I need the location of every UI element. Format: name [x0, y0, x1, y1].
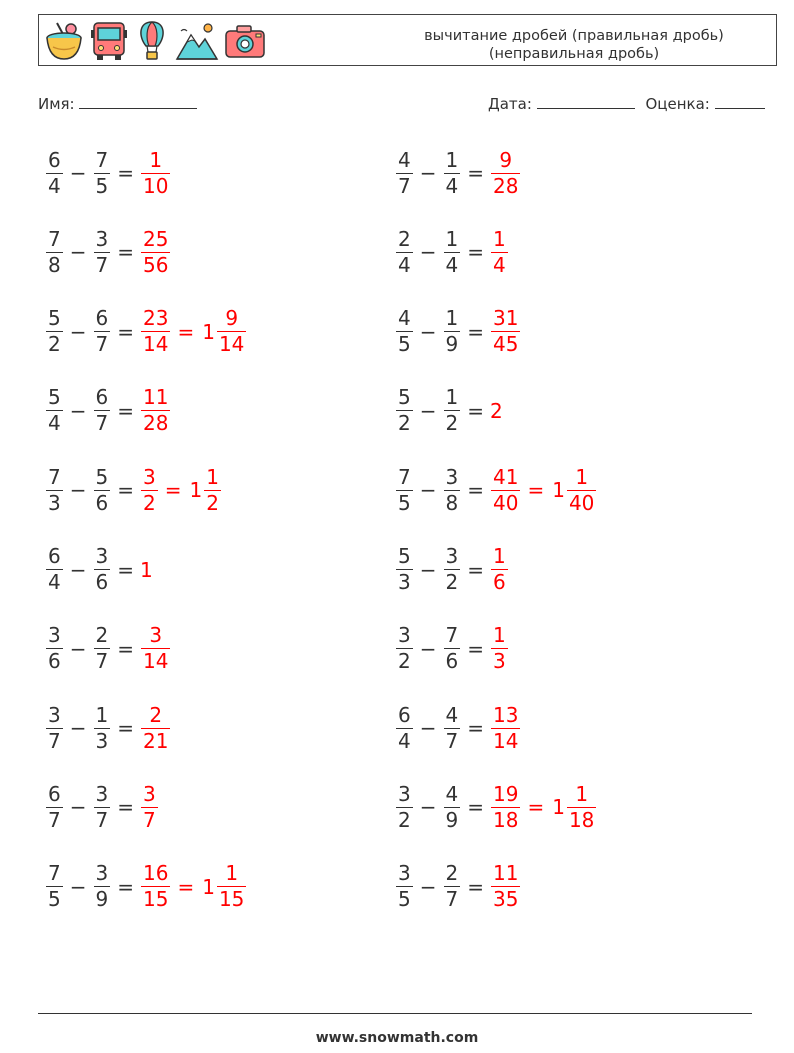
equals-sign: =	[117, 874, 134, 899]
operand-2-fraction	[94, 861, 111, 912]
equals-sign: =	[467, 716, 484, 741]
mixed-fraction-denominator: 18	[568, 807, 595, 832]
operand-1-fraction-denominator: 2	[398, 411, 411, 436]
operand-1-fraction	[46, 861, 63, 912]
operand-2-fraction-numerator: 3	[95, 226, 109, 251]
minus-sign: −	[419, 557, 437, 582]
answer-fraction	[141, 782, 158, 833]
answer-fraction-numerator: 41	[493, 464, 519, 489]
answer-fraction-denominator: 18	[493, 807, 519, 832]
answer-fraction	[141, 623, 170, 674]
equals-sign: =	[117, 716, 134, 741]
operand-2-fraction-denominator: 3	[95, 728, 109, 753]
operand-2-fraction-denominator: 6	[445, 649, 459, 674]
answer-fraction-numerator: 3	[143, 781, 156, 806]
mixed-fraction-denominator: 14	[218, 332, 245, 357]
operand-1-fraction-numerator: 3	[398, 861, 411, 886]
operand-1-fraction-denominator: 4	[398, 252, 411, 277]
answer-fraction	[141, 306, 170, 357]
mixed-whole: 1	[202, 319, 215, 344]
date-grade-fields	[488, 95, 765, 113]
date-line[interactable]	[537, 95, 635, 109]
operand-1-fraction	[396, 227, 413, 278]
operand-1-fraction-denominator: 5	[48, 887, 61, 912]
answer-equals-sign: =	[177, 874, 195, 899]
operand-2-fraction-denominator: 4	[445, 173, 459, 198]
operand-2-fraction	[444, 703, 461, 754]
equals-sign: =	[117, 398, 134, 423]
title-line-2: (неправильная дробь)	[488, 46, 660, 62]
mixed-fraction	[204, 465, 221, 516]
operand-2-fraction-denominator: 5	[95, 173, 109, 198]
operand-2-fraction	[444, 623, 461, 674]
operand-2-fraction-denominator: 2	[445, 570, 459, 594]
worksheet-header	[38, 14, 777, 66]
grade-label: Оценка:	[645, 95, 710, 113]
operand-1-fraction-numerator: 7	[48, 464, 61, 489]
operand-2-fraction-numerator: 2	[445, 861, 459, 886]
operand-1-fraction	[46, 703, 63, 754]
operand-1-fraction	[396, 544, 413, 595]
problem-row	[395, 300, 521, 364]
equals-sign: =	[467, 161, 484, 185]
answer-fraction-numerator: 1	[149, 147, 163, 172]
answer-fraction-denominator: 35	[493, 887, 519, 912]
answer-fraction	[141, 385, 170, 436]
equals-sign: =	[117, 478, 134, 503]
operand-1-fraction-numerator: 3	[398, 781, 411, 806]
minus-sign: −	[419, 240, 437, 265]
answer-whole: 1	[140, 557, 153, 582]
problem-row	[45, 538, 153, 602]
equals-sign: =	[117, 319, 134, 344]
answer-fraction-denominator: 21	[143, 728, 169, 753]
operand-1-fraction-denominator: 5	[398, 490, 411, 515]
problem-row	[45, 696, 171, 760]
operand-2-fraction-denominator: 7	[95, 807, 109, 832]
equals-sign: =	[117, 557, 134, 582]
answer-fraction-numerator: 2	[149, 702, 163, 727]
answer-fraction-denominator: 56	[143, 252, 169, 277]
answer-fraction-denominator: 3	[493, 649, 506, 674]
operand-1-fraction-numerator: 3	[48, 702, 61, 727]
mixed-fraction-denominator: 40	[568, 490, 595, 515]
operand-2-fraction-numerator: 3	[95, 861, 109, 886]
minus-sign: −	[419, 874, 437, 899]
operand-2-fraction-denominator: 7	[95, 411, 109, 436]
operand-1-fraction	[396, 861, 413, 912]
operand-2-fraction-numerator: 3	[445, 464, 459, 489]
equals-sign: =	[117, 240, 134, 265]
operand-1-fraction-denominator: 2	[48, 332, 61, 357]
answer-fraction	[491, 544, 508, 595]
answer-equals-sign: =	[527, 478, 545, 503]
operand-2-fraction	[444, 306, 461, 357]
minus-sign: −	[419, 161, 437, 185]
minus-sign: −	[419, 716, 437, 741]
answer-fraction-numerator: 11	[493, 861, 519, 886]
operand-2-fraction-numerator: 4	[445, 702, 459, 727]
answer-fraction-numerator: 3	[143, 464, 156, 489]
answer-fraction	[141, 148, 170, 199]
operand-1-fraction-numerator: 5	[48, 306, 61, 331]
mixed-whole: 1	[552, 478, 565, 503]
operand-1-fraction-denominator: 7	[398, 173, 411, 198]
operand-2-fraction	[444, 385, 461, 436]
answer-equals-sign: =	[164, 478, 182, 503]
minus-sign: −	[69, 478, 87, 503]
operand-2-fraction	[444, 861, 461, 912]
minus-sign: −	[69, 557, 87, 582]
operand-1-fraction	[46, 306, 63, 357]
minus-sign: −	[419, 795, 437, 820]
problem-row	[45, 220, 171, 284]
answer-fraction-denominator: 40	[493, 490, 519, 515]
operand-2-fraction	[94, 227, 111, 278]
operand-2-fraction-numerator: 1	[445, 385, 459, 410]
operand-1-fraction	[396, 782, 413, 833]
operand-2-fraction-numerator: 7	[95, 147, 109, 172]
operand-2-fraction-denominator: 7	[95, 649, 109, 674]
operand-1-fraction-numerator: 2	[398, 226, 411, 251]
hot-air-balloon-icon	[133, 19, 171, 63]
operand-1-fraction	[396, 465, 413, 516]
operand-1-fraction-denominator: 8	[48, 252, 61, 277]
operand-1-fraction	[46, 227, 63, 278]
mixed-whole: 1	[202, 874, 215, 899]
operand-2-fraction-numerator: 4	[445, 781, 459, 806]
answer-fraction-numerator: 25	[143, 226, 169, 251]
mixed-fraction	[217, 861, 246, 912]
problem-row	[395, 855, 521, 919]
operand-1-fraction-numerator: 4	[398, 147, 411, 172]
operand-1-fraction	[396, 623, 413, 674]
operand-2-fraction	[444, 782, 461, 833]
answer-equals-sign: =	[177, 319, 195, 344]
mixed-fraction	[567, 465, 596, 516]
equals-sign: =	[467, 557, 484, 582]
answer-fraction-denominator: 28	[493, 173, 519, 198]
answer-fraction	[141, 227, 170, 278]
operand-1-fraction-numerator: 5	[398, 544, 411, 568]
problem-row	[45, 775, 159, 839]
operand-2-fraction-numerator: 3	[445, 544, 459, 568]
answer-fraction	[491, 623, 508, 674]
equals-sign: =	[467, 319, 484, 344]
operand-1-fraction-denominator: 2	[398, 807, 411, 832]
minus-sign: −	[69, 240, 87, 265]
operand-2-fraction	[444, 465, 461, 516]
operand-2-fraction-numerator: 5	[95, 464, 109, 489]
answer-fraction-denominator: 14	[143, 649, 169, 674]
header-icons	[43, 19, 267, 63]
operand-2-fraction	[94, 623, 111, 674]
mixed-fraction-numerator: 1	[225, 861, 239, 886]
operand-2-fraction-denominator: 9	[95, 887, 109, 912]
mixed-whole: 1	[552, 795, 565, 820]
operand-1-fraction-denominator: 7	[48, 728, 61, 753]
answer-fraction-denominator: 28	[143, 411, 169, 436]
answer-fraction	[491, 465, 520, 516]
operand-2-fraction	[94, 385, 111, 436]
date-label: Дата:	[488, 95, 532, 113]
worksheet-title	[394, 27, 754, 63]
operand-1-fraction	[46, 544, 63, 595]
minus-sign: −	[69, 795, 87, 820]
operand-2-fraction-numerator: 3	[95, 781, 109, 806]
title-line-1: вычитание дробей (правильная дробь)	[424, 28, 724, 44]
name-field	[38, 95, 197, 113]
mixed-fraction	[567, 782, 596, 833]
operand-2-fraction-numerator: 1	[445, 147, 459, 172]
answer-fraction-denominator: 10	[143, 173, 169, 198]
minus-sign: −	[419, 398, 437, 423]
answer-fraction-numerator: 1	[493, 226, 506, 251]
operand-2-fraction-denominator: 7	[95, 332, 109, 357]
equals-sign: =	[467, 636, 484, 661]
operand-2-fraction-denominator: 9	[445, 807, 459, 832]
answer-fraction-denominator: 6	[493, 570, 506, 594]
minus-sign: −	[69, 161, 87, 185]
problem-row	[45, 300, 247, 364]
answer-fraction-numerator: 19	[493, 781, 519, 806]
operand-2-fraction	[94, 306, 111, 357]
mixed-fraction	[217, 306, 246, 357]
operand-2-fraction-denominator: 4	[445, 252, 459, 277]
operand-2-fraction-numerator: 7	[445, 623, 459, 648]
answer-fraction-numerator: 13	[493, 702, 519, 727]
minus-sign: −	[69, 398, 87, 423]
operand-2-fraction	[94, 782, 111, 833]
operand-1-fraction	[46, 782, 63, 833]
mountains-icon	[175, 19, 219, 63]
operand-1-fraction-numerator: 6	[48, 544, 61, 568]
answer-fraction	[491, 782, 520, 833]
answer-fraction	[141, 465, 158, 516]
operand-1-fraction-numerator: 5	[398, 385, 411, 410]
operand-2-fraction	[94, 544, 111, 595]
operand-1-fraction-denominator: 5	[398, 332, 411, 357]
answer-fraction-numerator: 16	[143, 861, 169, 886]
operand-2-fraction-denominator: 6	[95, 490, 109, 515]
equals-sign: =	[467, 795, 484, 820]
operand-2-fraction	[444, 544, 461, 595]
mixed-whole: 1	[189, 478, 203, 503]
equals-sign: =	[467, 398, 484, 423]
answer-fraction-numerator: 9	[499, 147, 513, 172]
operand-1-fraction	[46, 623, 63, 674]
answer-whole: 2	[490, 398, 503, 423]
minus-sign: −	[69, 319, 87, 344]
operand-2-fraction-numerator: 1	[445, 226, 459, 251]
problem-row	[45, 379, 171, 443]
problem-row	[45, 855, 247, 919]
operand-1-fraction-denominator: 4	[48, 570, 61, 594]
operand-2-fraction-numerator: 1	[95, 702, 109, 727]
answer-fraction	[491, 306, 520, 357]
answer-fraction-numerator: 3	[149, 623, 163, 648]
operand-2-fraction-denominator: 8	[445, 490, 459, 515]
equals-sign: =	[467, 478, 484, 503]
operand-2-fraction-denominator: 2	[445, 411, 459, 436]
answer-fraction	[491, 861, 520, 912]
answer-fraction	[141, 861, 170, 912]
problem-row	[395, 458, 597, 522]
camera-icon	[223, 19, 267, 63]
mixed-fraction-denominator: 15	[218, 887, 245, 912]
answer-fraction-numerator: 31	[493, 306, 519, 331]
operand-2-fraction-numerator: 2	[95, 623, 109, 648]
problem-row	[45, 458, 222, 522]
problem-row	[395, 696, 521, 760]
operand-1-fraction-numerator: 4	[398, 306, 411, 331]
problem-row	[45, 141, 171, 205]
answer-fraction-denominator: 7	[143, 807, 156, 832]
footer-divider	[38, 1013, 752, 1014]
answer-fraction-denominator: 2	[143, 490, 156, 515]
answer-fraction-numerator: 1	[493, 544, 506, 568]
operand-1-fraction	[396, 148, 413, 199]
operand-2-fraction	[94, 703, 111, 754]
grade-line[interactable]	[715, 95, 765, 109]
operand-1-fraction-numerator: 7	[48, 226, 61, 251]
operand-1-fraction	[46, 465, 63, 516]
answer-equals-sign: =	[527, 795, 545, 820]
equals-sign: =	[117, 161, 134, 185]
operand-2-fraction-denominator: 6	[95, 570, 109, 594]
answer-fraction	[491, 148, 520, 199]
operand-1-fraction-numerator: 7	[398, 464, 411, 489]
answer-fraction	[141, 703, 170, 754]
operand-1-fraction	[46, 148, 63, 199]
operand-2-fraction-denominator: 7	[445, 728, 459, 753]
operand-2-fraction-numerator: 6	[95, 385, 109, 410]
operand-1-fraction-denominator: 4	[48, 173, 61, 198]
answer-fraction-denominator: 15	[143, 887, 169, 912]
equals-sign: =	[467, 240, 484, 265]
equals-sign: =	[467, 874, 484, 899]
operand-2-fraction	[94, 148, 111, 199]
operand-1-fraction	[396, 385, 413, 436]
mixed-fraction-denominator: 2	[206, 490, 219, 515]
operand-1-fraction-numerator: 6	[48, 781, 61, 806]
equals-sign: =	[117, 795, 134, 820]
minus-sign: −	[419, 478, 437, 503]
operand-1-fraction-numerator: 3	[398, 623, 411, 648]
minus-sign: −	[419, 636, 437, 661]
problem-row	[45, 617, 171, 681]
operand-2-fraction	[444, 148, 461, 199]
problem-row	[395, 617, 509, 681]
problem-row	[395, 220, 509, 284]
operand-1-fraction-numerator: 3	[48, 623, 61, 648]
operand-2-fraction	[444, 227, 461, 278]
mixed-fraction-numerator: 9	[225, 306, 239, 331]
mixed-fraction-numerator: 1	[575, 781, 589, 806]
operand-2-fraction-denominator: 9	[445, 332, 459, 357]
answer-fraction-denominator: 14	[143, 332, 169, 357]
operand-1-fraction	[396, 703, 413, 754]
operand-1-fraction-denominator: 2	[398, 649, 411, 674]
equals-sign: =	[117, 636, 134, 661]
operand-2-fraction-numerator: 3	[95, 544, 109, 568]
operand-1-fraction-denominator: 6	[48, 649, 61, 674]
answer-fraction-numerator: 23	[143, 306, 169, 331]
operand-1-fraction-denominator: 4	[48, 411, 61, 436]
operand-1-fraction-denominator: 4	[398, 728, 411, 753]
answer-fraction-denominator: 45	[493, 332, 519, 357]
minus-sign: −	[69, 716, 87, 741]
operand-1-fraction-denominator: 3	[48, 490, 61, 515]
operand-1-fraction-numerator: 7	[48, 861, 61, 886]
footer-url: www.snowmath.com	[315, 1030, 479, 1046]
minus-sign: −	[419, 319, 437, 344]
mixed-fraction-numerator: 1	[206, 464, 219, 489]
operand-1-fraction-numerator: 6	[48, 147, 61, 172]
mixed-fraction-numerator: 1	[575, 464, 589, 489]
problem-row	[395, 141, 521, 205]
coconut-drink-icon	[43, 19, 85, 63]
problem-row	[395, 538, 509, 602]
name-label: Имя:	[38, 95, 75, 113]
operand-2-fraction-numerator: 1	[445, 306, 459, 331]
operand-1-fraction	[46, 385, 63, 436]
answer-fraction	[491, 227, 508, 278]
operand-2-fraction-numerator: 6	[95, 306, 109, 331]
answer-fraction	[491, 703, 520, 754]
operand-1-fraction-numerator: 6	[398, 702, 411, 727]
operand-2-fraction	[94, 465, 111, 516]
operand-2-fraction-denominator: 7	[445, 887, 459, 912]
name-line[interactable]	[79, 95, 197, 109]
operand-1-fraction-denominator: 3	[398, 570, 411, 594]
answer-fraction-numerator: 11	[143, 385, 169, 410]
operand-1-fraction-denominator: 7	[48, 807, 61, 832]
problem-row	[395, 379, 503, 443]
operand-1-fraction	[396, 306, 413, 357]
answer-fraction-denominator: 14	[493, 728, 519, 753]
answer-fraction-numerator: 1	[493, 623, 506, 648]
problem-row	[395, 775, 597, 839]
operand-1-fraction-numerator: 5	[48, 385, 61, 410]
answer-fraction-denominator: 4	[493, 252, 506, 277]
minus-sign: −	[69, 636, 87, 661]
operand-2-fraction-denominator: 7	[95, 252, 109, 277]
operand-1-fraction-denominator: 5	[398, 887, 411, 912]
minus-sign: −	[69, 874, 87, 899]
bus-icon	[89, 19, 129, 63]
